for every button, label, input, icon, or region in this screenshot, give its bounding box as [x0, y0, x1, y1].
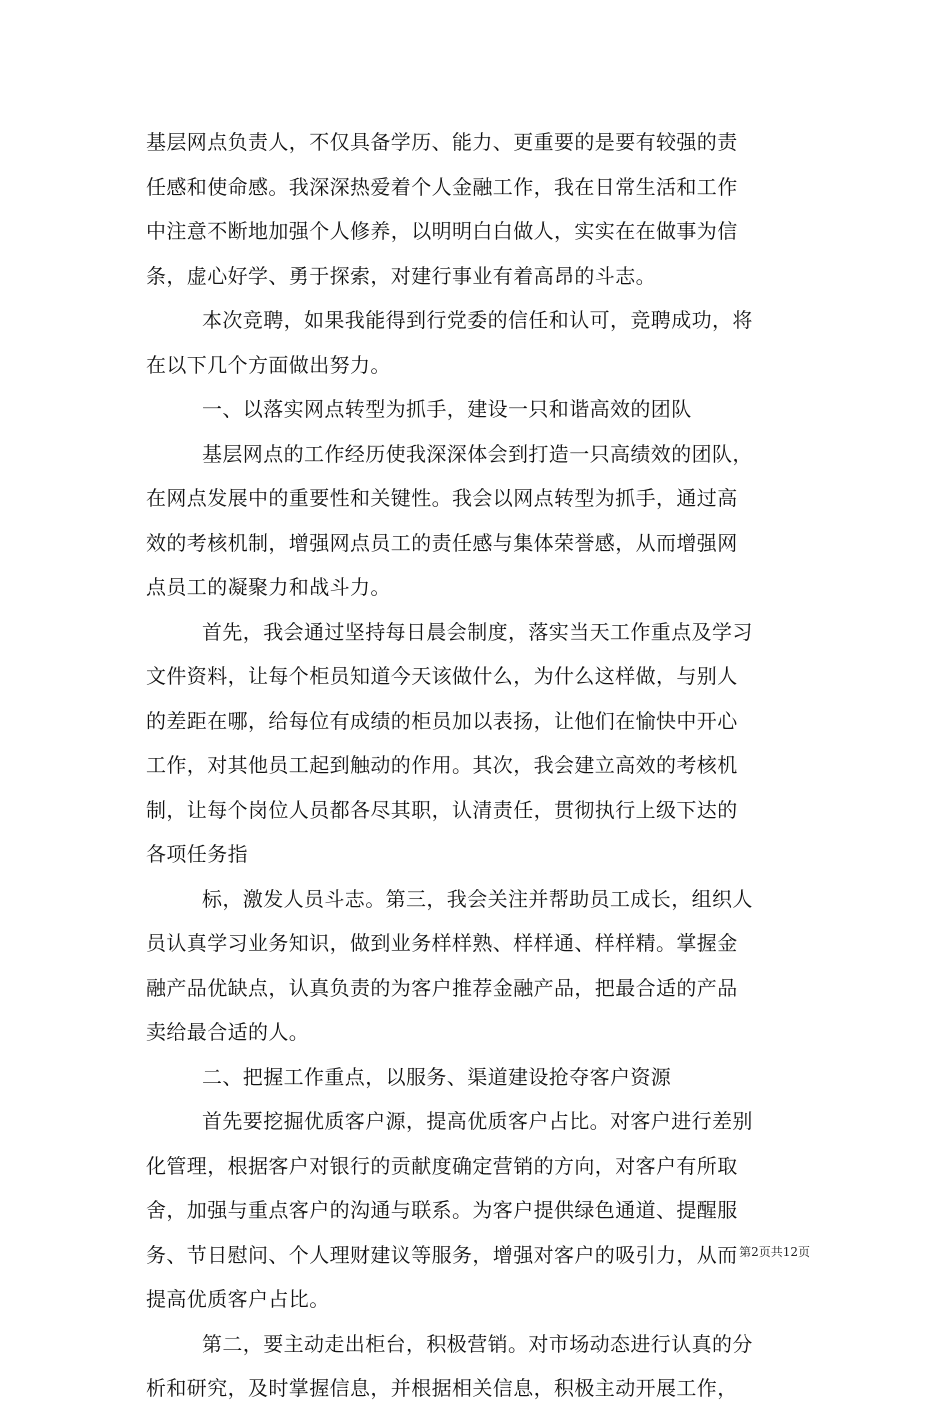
text-line: 化管理，根据客户对银行的贡献度确定营销的方向，对客户有所取 [146, 1153, 738, 1178]
text-line: 首先，我会通过坚持每日晨会制度，落实当天工作重点及学习 [202, 619, 753, 644]
section-heading: 二、把握工作重点，以服务、渠道建设抢夺客户资源 [202, 1064, 672, 1089]
text-line: 制，让每个岗位人员都各尽其职，认清责任，贯彻执行上级下达的 [146, 797, 738, 822]
text-line: 员认真学习业务知识，做到业务样样熟、样样通、样样精。掌握金 [146, 931, 738, 955]
text-line: 首先要挖掘优质客户源，提高优质客户占比。对客户进行差别 [202, 1109, 753, 1133]
text-line: 务、节日慰问、个人理财建议等服务，增强对客户的吸引力，从而 [146, 1242, 738, 1267]
text-line: 效的考核机制，增强网点员工的责任感与集体荣誉感，从而增强网 [146, 530, 738, 555]
section-heading: 一、以落实网点转型为抓手，建设一只和谐高效的团队 [202, 397, 692, 421]
text-line: 基层网点负责人，不仅具备学历、能力、更重要的是要有较强的责 [146, 130, 738, 154]
text-line: 基层网点的工作经历使我深深体会到打造一只高绩效的团队， [202, 441, 753, 466]
text-line: 的差距在哪，给每位有成绩的柜员加以表扬，让他们在愉快中开心 [146, 708, 738, 733]
text-line: 舍，加强与重点客户的沟通与联系。为客户提供绿色通道、提醒服 [146, 1198, 738, 1222]
text-line: 条，虚心好学、勇于探索，对建行事业有着高昂的斗志。 [146, 263, 656, 288]
text-line: 在以下几个方面做出努力。 [146, 352, 391, 377]
text-line: 析和研究，及时掌握信息，并根据相关信息，积极主动开展工作， [146, 1376, 738, 1400]
text-line: 工作，对其他员工起到触动的作用。其次，我会建立高效的考核机 [146, 753, 738, 777]
text-line: 本次竞聘，如果我能得到行党委的信任和认可，竞聘成功，将 [202, 308, 753, 332]
text-line: 在网点发展中的重要性和关键性。我会以网点转型为抓手，通过高 [146, 486, 738, 510]
text-line: 卖给最合适的人。 [146, 1020, 310, 1044]
text-line: 点员工的凝聚力和战斗力。 [146, 575, 391, 599]
page-number-footer: 第2页共12页 [739, 1245, 810, 1259]
text-line: 文件资料，让每个柜员知道今天该做什么，为什么这样做，与别人 [146, 664, 738, 688]
text-line: 提高优质客户占比。 [146, 1287, 330, 1311]
text-line: 融产品优缺点，认真负责的为客户推荐金融产品，把最合适的产品 [146, 975, 738, 1000]
text-line: 任感和使命感。我深深热爱着个人金融工作，我在日常生活和工作 [146, 174, 738, 199]
text-line: 第二，要主动走出柜台，积极营销。对市场动态进行认真的分 [202, 1331, 753, 1356]
text-line: 标，激发人员斗志。第三，我会关注并帮助员工成长，组织人 [202, 886, 753, 911]
document-body [146, 120, 806, 1411]
text-line: 各项任务指 [146, 842, 248, 866]
text-line: 中注意不断地加强个人修养，以明明白白做人，实实在在做事为信 [146, 219, 738, 243]
